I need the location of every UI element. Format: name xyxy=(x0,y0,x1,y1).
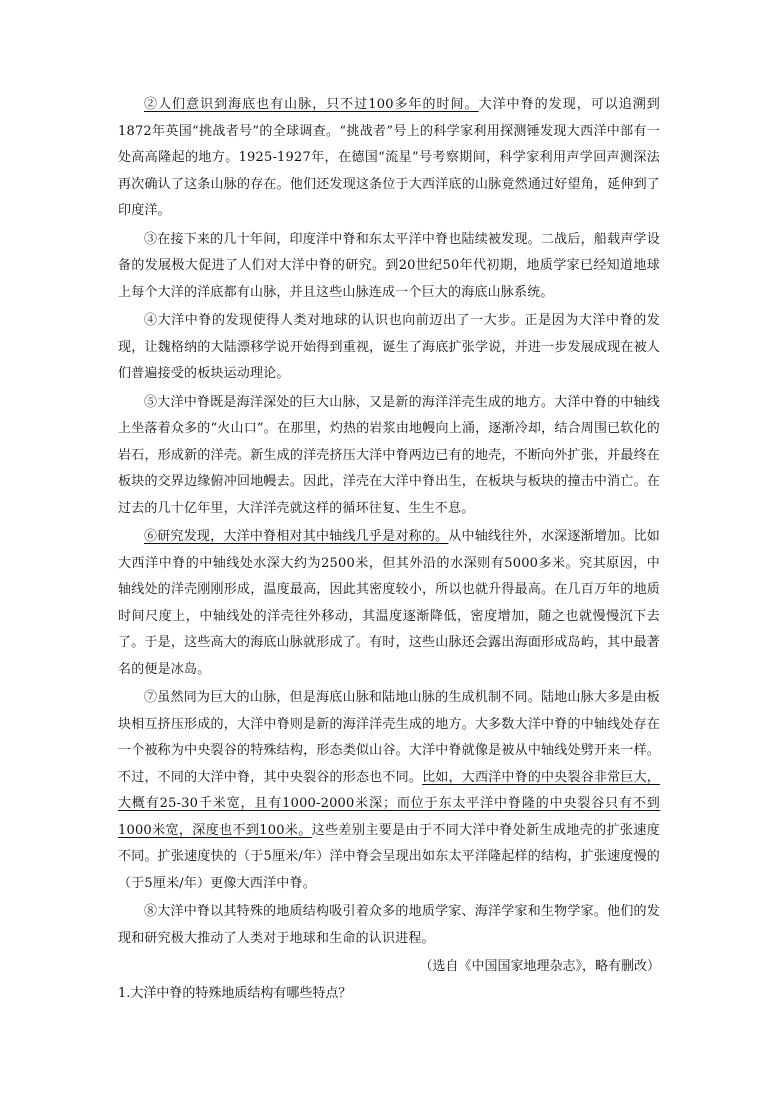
article-body xyxy=(118,92,660,952)
paragraph-p5 xyxy=(118,390,660,523)
document-page xyxy=(118,92,660,1007)
underlined-sentence: 比如，大西洋中脊的中央裂谷非常巨大，大概有25-30千米宽，且有1000-2000米深；而位于东太平洋中脊隆的中央裂谷只有不到1000米宽，深度也不到100米。 xyxy=(118,769,660,838)
paragraph-p6 xyxy=(118,524,660,683)
source-note: （选自《中国国家地理杂志》，略有删改） xyxy=(419,959,660,974)
paragraph-p7 xyxy=(118,685,660,897)
paragraph-p8 xyxy=(118,899,660,952)
paragraph-text: 大洋中脊的发现，可以追溯到1872年英国“挑战者号”的全球调查。“挑战者”号上的科学家利用探测锤发现大西洋中部有一处高高隆起的地方。1925-1927年，在德国“流星”号考察期间，科学家利用声学回声测深法再次确认了这条山脉的存在。他们还发现这条位于大西洋底的山脉竟然通过好望角，延伸到了印度洋。 xyxy=(118,97,660,218)
paragraph-p4 xyxy=(118,308,660,388)
paragraph-p3 xyxy=(118,227,660,307)
underlined-sentence: ②人们意识到海底也有山脉，只不过100多年的时间。 xyxy=(144,97,479,112)
paragraph-text: ⑤大洋中脊既是海洋深处的巨大山脉，又是新的海洋洋壳生成的地方。大洋中脊的中轴线上坐落着众多的“火山口”。在那里，灼热的岩浆由地幔向上涌，逐渐冷却，结合周围已软化的岩石，形成新的洋壳。新生成的洋壳挤压大洋中脊两边已有的地壳，不断向外扩张，并最终在板块的交界边缘俯冲回地幔去。因此，洋壳在大洋中脊出生，在板块与板块的撞击中消亡。在过去的几十亿年里，大洋洋壳就这样的循环往复、生生不息。 xyxy=(118,394,660,516)
paragraph-text: 这些差别主要是由于不同大洋中脊处新生成地壳的扩张速度不同。扩张速度快的（于5厘米/年）洋中脊会呈现出如东太平洋隆起样的结构，扩张速度慢的（于5厘米/年）更像大西洋中脊。 xyxy=(118,822,660,891)
paragraph-text: 从中轴线往外，水深逐渐增加。比如大西洋中脊的中轴线处水深大约为2500米，但其外沿的水深则有5000多米。究其原因，中轴线处的洋壳刚刚形成，温度最高，因此其密度较小，所以也就升得最高。在几百万年的地质时间尺度上，中轴线处的洋壳往外移动，其温度逐渐降低，密度增加，随之也就慢慢沉下去了。于是，这些高大的海底山脉就形成了。有时，这些山脉还会露出海面形成岛屿，其中最著名的便是冰岛。 xyxy=(118,529,660,677)
paragraph-text: ⑦虽然同为巨大的山脉，但是海底山脉和陆地山脉的生成机制不同。陆地山脉大多是由板块相互挤压形成的，大洋中脊则是新的海洋洋壳生成的地方。大多数大洋中脊的中轴线处存在一个被称为中央裂谷的特殊结构，形态类似山谷。大洋中脊就像是被从中轴线处劈开来一样。不过，不同的大洋中脊，其中央裂谷的形态也不同。 xyxy=(118,690,660,785)
question-1: 1.大洋中脊的特殊地质结构有哪些特点？ xyxy=(118,985,352,1001)
paragraph-text: ④大洋中脊的发现使得人类对地球的认识也向前迈出了一大步。正是因为大洋中脊的发现，让魏格纳的大陆漂移学说开始得到重视，诞生了海底扩张学说，并进一步发展成现在被人们普遍接受的板块运动理论。 xyxy=(118,313,660,381)
underlined-sentence: ⑥研究发现，大洋中脊相对其中轴线几乎是对称的。 xyxy=(144,529,449,544)
paragraph-p2 xyxy=(118,92,660,225)
paragraph-text: ⑧大洋中脊以其特殊的地质结构吸引着众多的地质学家、海洋学家和生物学家。他们的发现和研究极大推动了人类对于地球和生命的认识进程。 xyxy=(118,904,660,946)
paragraph-text: ③在接下来的几十年间，印度洋中脊和东太平洋中脊也陆续被发现。二战后，船载声学设备的发展极大促进了人们对大洋中脊的研究。到20世纪50年代初期，地质学家已经知道地球上每个大洋的洋底都有山脉，并且这些山脉连成一个巨大的海底山脉系统。 xyxy=(118,231,660,300)
